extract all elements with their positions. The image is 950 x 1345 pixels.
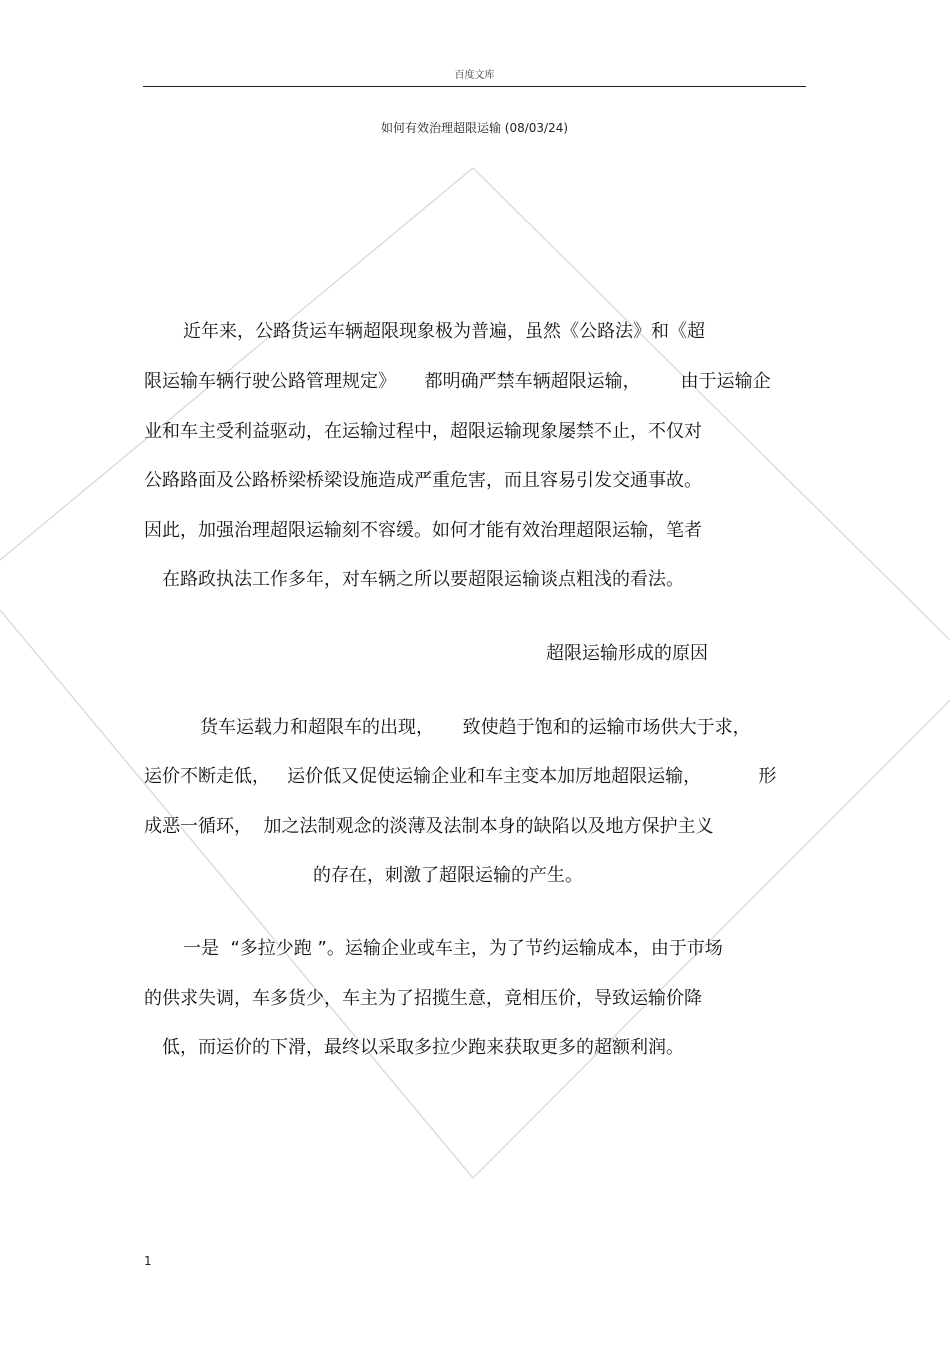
document-title: 如何有效治理超限运输 (08/03/24) [380, 121, 569, 135]
text-line: 公路路面及公路桥梁桥梁设施造成严重危害，而且容易引发交通事故。 [144, 470, 702, 491]
text-line: 的供求失调，车多货少，车主为了招揽生意，竟相压价，导致运输价降 [144, 988, 702, 1009]
text-line: 低，而运价的下滑，最终以采取多拉少跑来获取更多的超额利润。 [162, 1037, 684, 1058]
text-line: 在路政执法工作多年，对车辆之所以要超限运输谈点粗浅的看法。 [162, 569, 684, 590]
text-line: 一是 “多拉少跑 ”。运输企业或车主，为了节约运输成本，由于市场 [183, 938, 723, 959]
text-line: 货车运载力和超限车的出现， 致使趋于饱和的运输市场供大于求， [200, 717, 751, 738]
section-heading: 超限运输形成的原因 [546, 643, 708, 664]
site-header: 百度文库 [454, 70, 495, 81]
text-line: 运价不断走低， 运价低又促使运输企业和车主变本加厉地超限运输， 形 [144, 766, 777, 787]
text-line: 业和车主受利益驱动，在运输过程中，超限运输现象屡禁不止，不仅对 [144, 421, 702, 442]
page-number: 1 [144, 1254, 152, 1268]
text-line: 限运输车辆行驶公路管理规定》 都明确严禁车辆超限运输， 由于运输企 [144, 371, 771, 392]
header-divider [143, 86, 806, 87]
text-line: 的存在，刺激了超限运输的产生。 [313, 865, 583, 886]
text-line: 因此，加强治理超限运输刻不容缓。如何才能有效治理超限运输，笔者 [144, 520, 702, 541]
text-line: 成恶一循环， 加之法制观念的淡薄及法制本身的缺陷以及地方保护主义 [144, 816, 714, 837]
text-line: 近年来，公路货运车辆超限现象极为普遍，虽然《公路法》和《超 [183, 321, 705, 342]
